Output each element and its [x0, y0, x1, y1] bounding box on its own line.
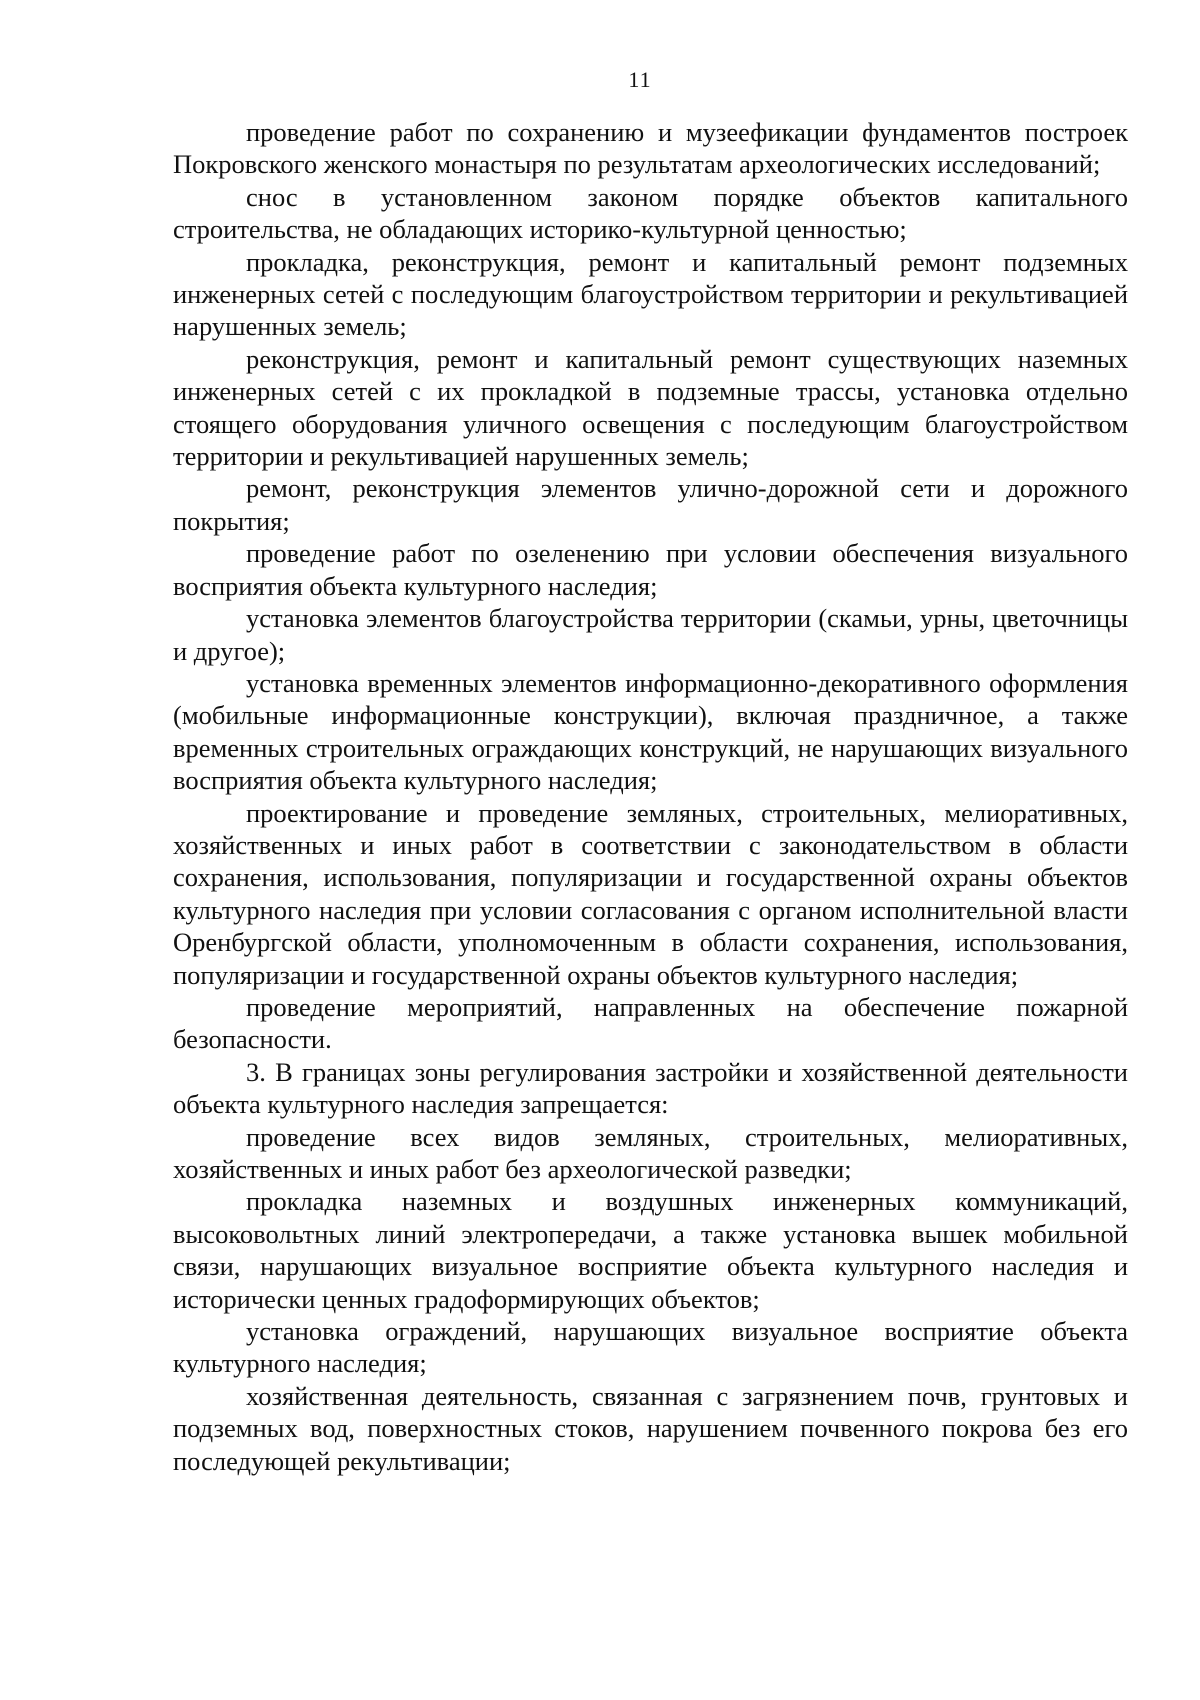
paragraph-temporary-elements: установка временных элементов информационно-декоративного оформления (мобильные информационные конструкции), включая праздничное, а также временных строительных ограждающих конструкций, не нарушающих визуального восприятия объекта культурного наследия;: [173, 667, 1128, 796]
paragraph-fences: установка ограждений, нарушающих визуальное восприятие объекта культурного наследия;: [173, 1316, 1128, 1379]
paragraph-overhead-lines: прокладка наземных и воздушных инженерных коммуникаций, высоковольтных линий электропередачи, а также установка вышек мобильной связи, нарушающих визуальное восприятие объекта культурного наследия и исторически ценных градоформирующих объектов;: [173, 1186, 1128, 1314]
paragraph-no-archaeology: проведение всех видов земляных, строительных, мелиоративных, хозяйственных и иных работ без археологической разведки;: [173, 1121, 1128, 1184]
paragraph-demolition: снос в установленном законом порядке объектов капитального строительства, не обладающих историко-культурной ценностью;: [173, 181, 1128, 245]
paragraph-museumification: проведение работ по сохранению и музеефикации фундаментов построек Покровского женского монастыря по результатам археологических исследований;: [173, 117, 1128, 180]
paragraph-section-3: 3. В границах зоны регулирования застройки и хозяйственной деятельности объекта культурного наследия запрещается:: [173, 1056, 1128, 1120]
paragraph-fire-safety: проведение мероприятий, направленных на обеспечение пожарной безопасности.: [173, 991, 1128, 1055]
paragraph-landscaping: проведение работ по озеленению при условии обеспечения визуального восприятия объекта культурного наследия;: [173, 538, 1128, 601]
paragraph-road-repair: ремонт, реконструкция элементов улично-дорожной сети и дорожного покрытия;: [173, 473, 1128, 536]
paragraph-underground-networks: прокладка, реконструкция, ремонт и капитальный ремонт подземных инженерных сетей с последующим благоустройством территории и рекультивацией нарушенных земель;: [173, 246, 1128, 342]
paragraph-design-works: проектирование и проведение земляных, строительных, мелиоративных, хозяйственных и иных работ в соответствии с законодательством в области сохранения, использования, популяризации и государственной охраны объектов культурного наследия при условии согласования с органом исполнительной власти Оренбургской области, уполномоченным в области сохранения, использования, популяризации и государственной охраны объектов культурного наследия;: [173, 797, 1128, 990]
paragraph-street-furniture: установка элементов благоустройства территории (скамьи, урны, цветочницы и другое);: [173, 603, 1128, 666]
document-body: [173, 116, 1128, 1477]
page-number: 11: [628, 67, 652, 92]
paragraph-pollution: хозяйственная деятельность, связанная с загрязнением почв, грунтовых и подземных вод, поверхностных стоков, нарушением почвенного покрова без его последующей рекультивации;: [173, 1380, 1128, 1476]
paragraph-overground-networks: реконструкция, ремонт и капитальный ремонт существующих наземных инженерных сетей с их прокладкой в подземные трассы, установка отдельно стоящего оборудования уличного освещения с последующим благоустройством территории и рекультивацией нарушенных земель;: [173, 343, 1128, 472]
